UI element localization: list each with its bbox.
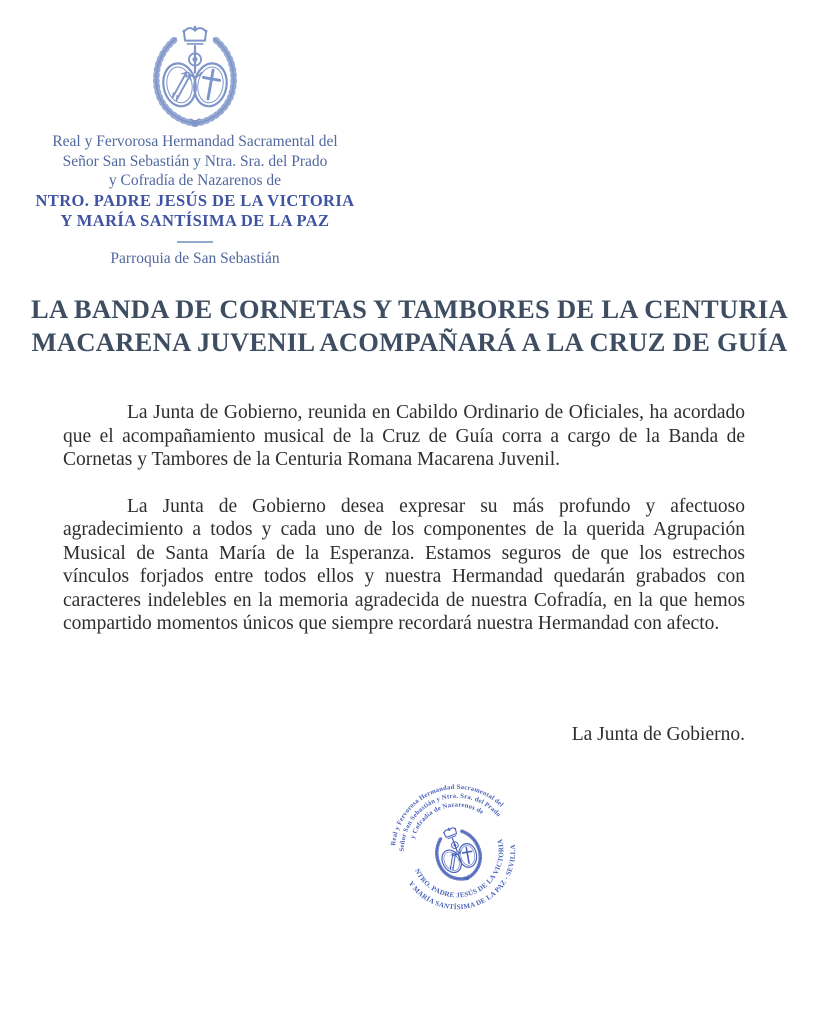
letterhead-divider (177, 241, 213, 243)
letterhead-line-3: y Cofradía de Nazarenos de (108, 172, 282, 189)
document-title (0, 293, 819, 359)
letterhead-line-5: Y MARÍA SANTÍSIMA DE LA PAZ (60, 211, 330, 230)
letterhead-parish: Parroquia de San Sebastián (110, 249, 280, 267)
letter-body (63, 401, 745, 659)
brotherhood-crest-icon (138, 24, 252, 128)
stamp-arc-text-4: NTRO. PADRE JESÚS DE LA VICTORIA (412, 838, 506, 900)
stamp-arc-text-2: Señor San Sebastián y Ntra. Sra. del Prado (398, 792, 503, 852)
brotherhood-stamp-icon (362, 756, 552, 946)
document-title-line-2: MACARENA JUVENIL ACOMPAÑARÁ A LA CRUZ DE GUÍA (31, 327, 788, 357)
stamp-arc-text-5: Y MARÍA SANTÍSIMA DE LA PAZ - SEVILLA (406, 844, 518, 912)
stamp-arc-text-1: Real y Fervorosa Hermandad Sacramental del (390, 783, 505, 847)
letterhead-line-2: Señor San Sebastián y Ntra. Sra. del Prado (62, 152, 328, 170)
signature-line: La Junta de Gobierno. (571, 724, 745, 745)
stamp-arc-text-3: y Cofradía de Nazarenos de (409, 801, 485, 840)
paragraph-1: La Junta de Gobierno, reunida en Cabildo Ordinario de Oficiales, ha acordado que el acompañamiento musical de la Cruz de Guía corra a cargo de la Banda de Cornetas y Tambores de la Centuria Romana Macarena Juvenil. (63, 402, 745, 470)
letterhead (28, 24, 362, 268)
paragraph-2: La Junta de Gobierno desea expresar su más profundo y afectuoso agradecimiento a todos y cada uno de los componentes de la querida Agrupación Musical de Santa María de la Esperanza. Estamos seguros de que los estrechos vínculos forjados entre todos ellos y nuestra Hermandad quedarán grabados con caracteres indelebles en la memoria agradecida de nuestra Cofradía, en la que hemos compartido momentos únicos que siempre recordará nuestra Hermandad con afecto. (63, 495, 745, 634)
letterhead-line-4: NTRO. PADRE JESÚS DE LA VICTORIA (35, 190, 355, 210)
document-title-line-1: LA BANDA DE CORNETAS Y TAMBORES DE LA CENTURIA (31, 294, 788, 324)
letterhead-line-1: Real y Fervorosa Hermandad Sacramental del (52, 133, 338, 150)
